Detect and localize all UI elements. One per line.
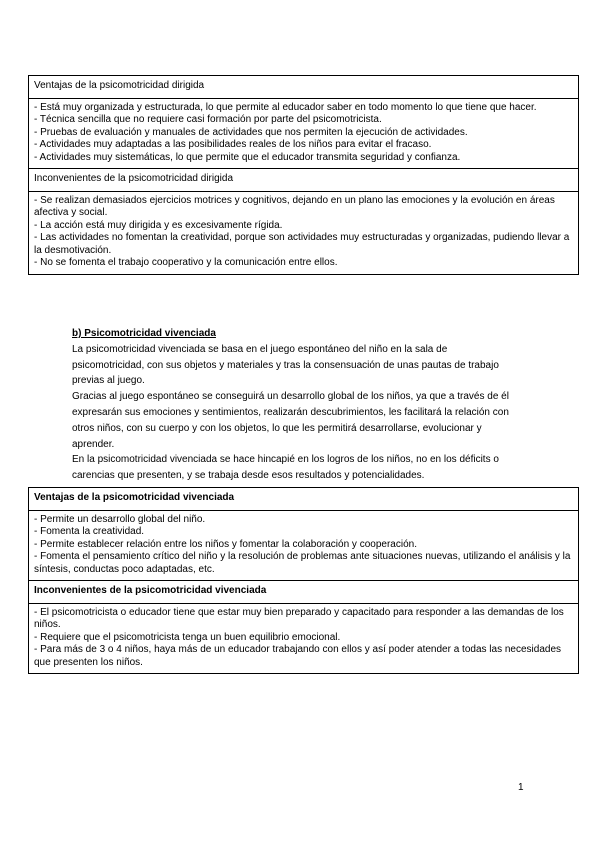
experiential-disadvantages-list: [29, 603, 578, 674]
directed-psychomotricity-table: [28, 75, 579, 275]
list-item: - Permite establecer relación entre los niños y fomentar la colaboración y cooperación.: [34, 538, 417, 550]
list-item: - Actividades muy adaptadas a las posibilidades reales de los niños para evitar el fracaso.: [34, 139, 432, 150]
list-item: - Para más de 3 o 4 niños, haya más de un educador trabajando con ellos y así poder atender a todas las necesidades que presenten los niños.: [34, 644, 562, 668]
list-item: - Requiere que el psicomotricista tenga un buen equilibrio emocional.: [34, 631, 341, 643]
list-item: - Se realizan demasiados ejercicios motrices y cognitivos, dejando en un plano las emociones y la evolución en áreas afectiva y social.: [34, 194, 555, 218]
experiential-advantages-list: [29, 510, 578, 581]
list-item: - Fomenta el pensamiento crítico del niño y la resolución de problemas ante situaciones nuevas, utilizando el análisis y la síntesis, conductas poco adaptadas, etc.: [34, 551, 571, 575]
list-item: - Está muy organizada y estructurada, lo que permite al educador saber en todo momento lo que tiene que hacer.: [34, 101, 537, 113]
directed-disadvantages-heading: Inconvenientes de la psicomotricidad dirigida: [29, 168, 578, 191]
page-number: 1: [518, 782, 524, 793]
experiential-disadvantages-heading: Inconvenientes de la psicomotricidad vivenciada: [29, 580, 578, 603]
directed-advantages-heading: Ventajas de la psicomotricidad dirigida: [34, 80, 205, 91]
list-item: - Técnica sencilla que no requiere casi formación por parte del psicomotricista.: [34, 114, 382, 125]
list-item: - Fomenta la creatividad.: [34, 526, 145, 537]
paragraph: La psicomotricidad vivenciada se basa en el juego espontáneo del niño en la sala de psicomotricidad, con sus objetos y materiales y tras la consensuación de unas pautas de trabajo previas al juego.: [72, 343, 499, 387]
section-b-experiential-psychomotricity: [72, 326, 520, 484]
directed-advantages-list: [29, 98, 578, 169]
directed-disadvantages-list: [29, 191, 578, 274]
experiential-psychomotricity-table: [28, 487, 579, 674]
list-item: - No se fomenta el trabajo cooperativo y la comunicación entre ellos.: [34, 257, 338, 268]
list-item: - La acción está muy dirigida y es excesivamente rígida.: [34, 219, 283, 231]
list-item: - Permite un desarrollo global del niño.: [34, 513, 206, 525]
list-item: - El psicomotricista o educador tiene que estar muy bien preparado y capacitado para responder a las demandas de los niños.: [34, 606, 564, 630]
list-item: - Actividades muy sistemáticas, lo que permite que el educador transmita seguridad y confianza.: [34, 151, 461, 163]
paragraph: Gracias al juego espontáneo se conseguirá un desarrollo global de los niños, ya que a través de él expresarán sus emociones y sentimientos, realizarán descubrimientos, les facilitará la relación con otros niños, con su cuerpo y con los objetos, lo que les permitirá desarrollarse, evolucionar y aprender.: [72, 391, 509, 450]
section-title: b) Psicomotricidad vivenciada: [72, 328, 216, 339]
experiential-advantages-heading: Ventajas de la psicomotricidad vivenciada: [34, 492, 235, 503]
list-item: - Las actividades no fomentan la creatividad, porque son actividades muy estructuradas y organizadas, pudiendo llevar a la desmotivación.: [34, 232, 570, 256]
list-item: - Pruebas de evaluación y manuales de actividades que nos permiten la ejecución de actividades.: [34, 126, 468, 138]
paragraph: En la psicomotricidad vivenciada se hace hincapié en los logros de los niños, no en los déficits o carencias que presenten, y se trabaja desde esos resultados y potencialidades.: [72, 454, 499, 482]
